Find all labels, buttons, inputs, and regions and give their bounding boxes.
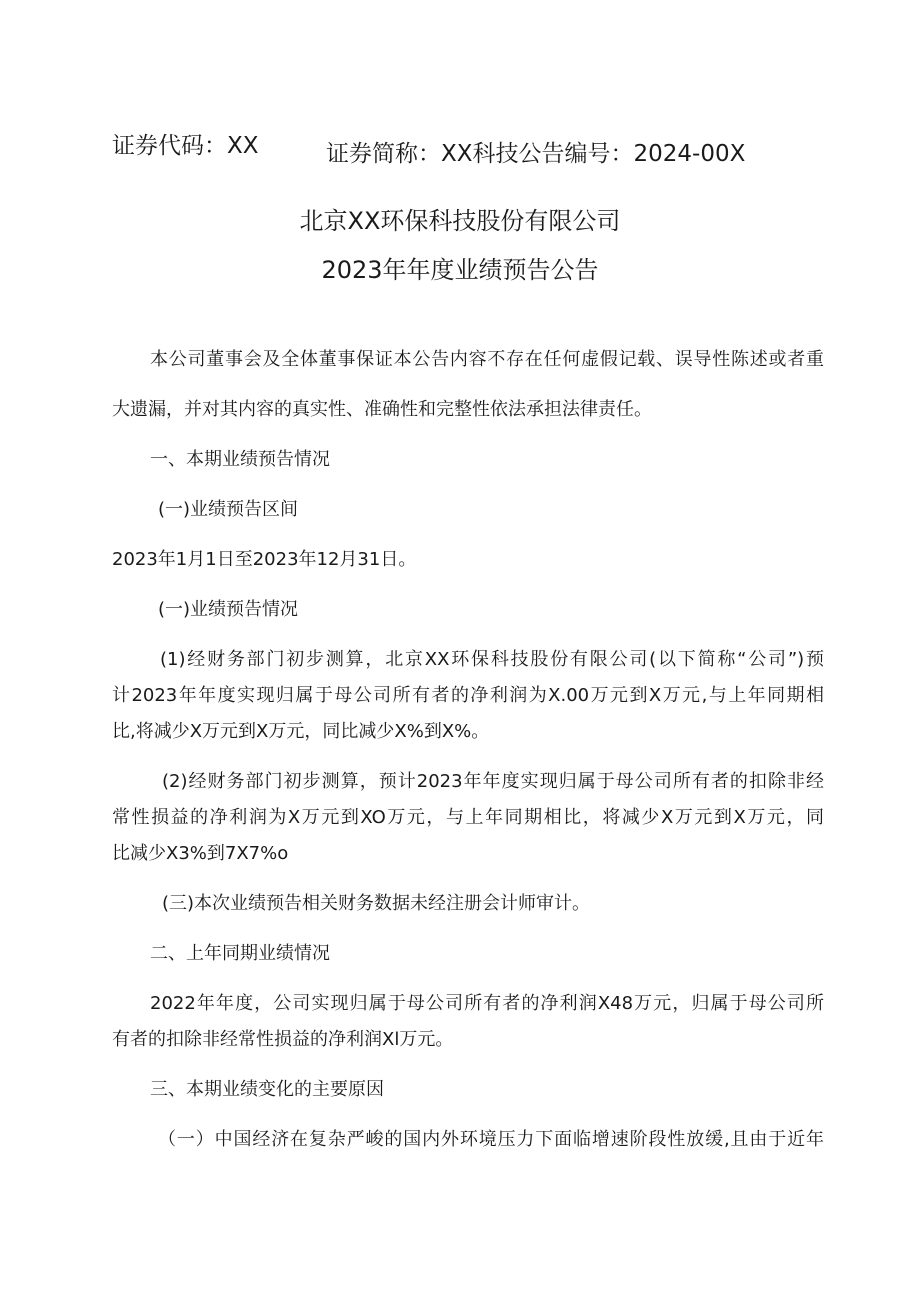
section-3-heading: 三、本期业绩变化的主要原因	[150, 1079, 384, 1100]
section-1-sub-2: (一)业绩预告情况	[158, 599, 299, 620]
section-3-sub-1-line-1: （一）中国经济在复杂严峻的国内外环境压力下面临增速阶段性放缓,且由于近年	[158, 1129, 824, 1150]
prior-year-line-2: 有者的扣除非经常性损益的净利润Xl万元。	[112, 1029, 454, 1050]
company-title: 北京XX环保科技股份有限公司	[299, 207, 621, 235]
stock-name-and-notice-number: 证券简称：XX科技公告编号：2024-00X	[326, 141, 746, 167]
board-statement	[112, 345, 824, 425]
forecast-item-1	[112, 645, 824, 747]
section-3-sub-1	[112, 1125, 824, 1155]
forecast-item-1-line-2: 计2023年年度实现归属于母公司所有者的净利润为X.00万元到X万元,与上年同期相	[112, 685, 824, 706]
stock-code: 证券代码：XX	[112, 133, 259, 159]
prior-year-performance	[112, 989, 824, 1055]
forecast-item-1-line-1: (1)经财务部门初步测算，北京XX环保科技股份有限公司(以下简称“公司”)预	[160, 649, 824, 670]
forecast-item-2-line-3: 比减少X3%到7X7%o	[112, 843, 289, 864]
prior-year-line-1: 2022年年度，公司实现归属于母公司所有者的净利润X48万元，归属于母公司所	[150, 993, 824, 1014]
forecast-item-2	[112, 767, 824, 869]
section-1-sub-1: (一)业绩预告区间	[158, 499, 299, 520]
board-statement-line-2: 大遗漏，并对其内容的真实性、准确性和完整性依法承担法律责任。	[112, 399, 652, 420]
forecast-period: 2023年1月1日至2023年12月31日。	[112, 549, 417, 570]
section-1-sub-3: (三)本次业绩预告相关财务数据未经注册会计师审计。	[162, 893, 591, 914]
section-1-heading: 一、本期业绩预告情况	[150, 449, 330, 470]
forecast-item-2-line-1: (2)经财务部门初步测算，预计2023年年度实现归属于母公司所有者的扣除非经	[162, 771, 824, 792]
forecast-item-1-line-3: 比,将减少X万元到X万元，同比减少X%到X%。	[112, 721, 490, 742]
notice-title: 2023年年度业绩预告公告	[321, 256, 599, 284]
document-body	[112, 345, 824, 1155]
forecast-item-2-line-2: 常性损益的净利润为X万元到XO万元，与上年同期相比，将减少X万元到X万元，同	[112, 807, 824, 828]
section-2-heading: 二、上年同期业绩情况	[150, 943, 330, 964]
board-statement-line-1: 本公司董事会及全体董事保证本公告内容不存在任何虚假记载、误导性陈述或者重	[150, 349, 824, 370]
